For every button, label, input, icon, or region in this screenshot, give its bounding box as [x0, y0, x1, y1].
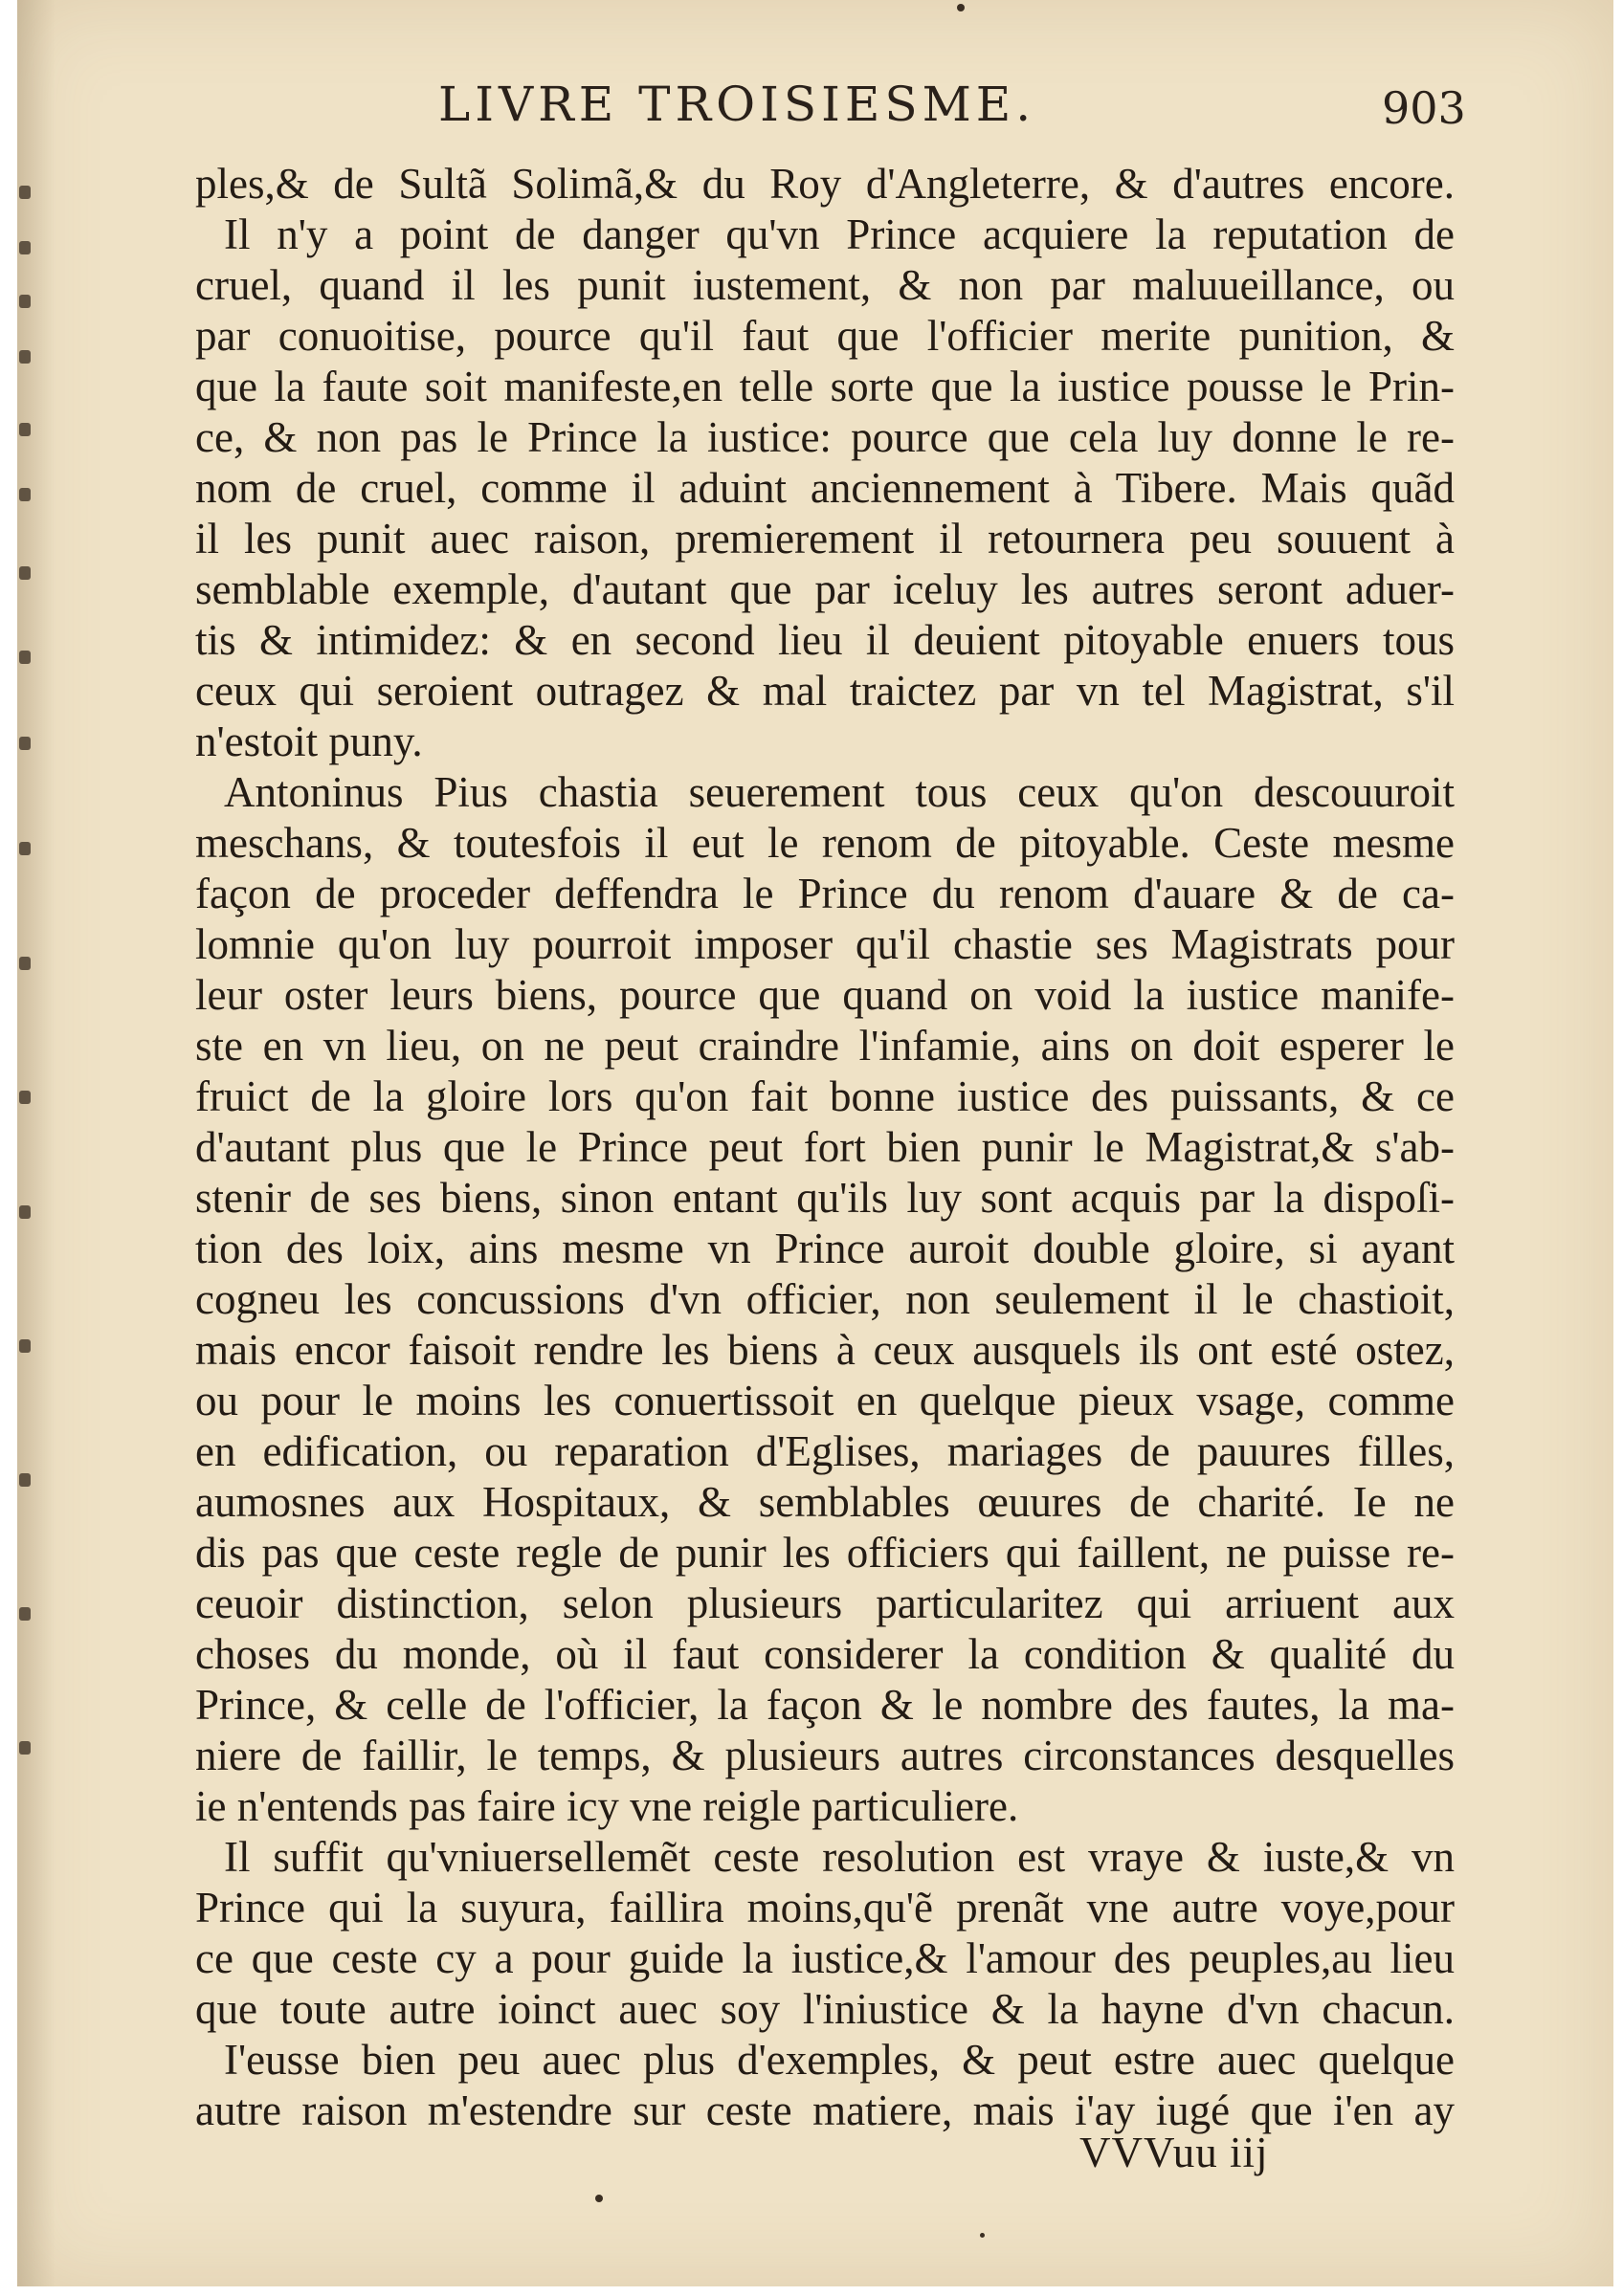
text-line: Prince, & celle de l'officier, la façon & le nombre des fautes, la ma-: [195, 1681, 1455, 1729]
text-line: dis pas que ceste regle de punir les officiers qui faillent, ne puisse re-: [195, 1529, 1455, 1577]
text-line: choses du monde, où il faut considerer la condition & qualité du: [195, 1630, 1455, 1678]
text-line: en edification, ou reparation d'Eglises, mariages de pauures filles,: [195, 1427, 1455, 1475]
text-line: ce que ceste cy a pour guide la iustice,& l'amour des peuples,au lieu: [195, 1934, 1455, 1982]
text-line: ceux qui seroient outragez & mal traictez par vn tel Magistrat, s'il: [195, 667, 1455, 715]
text-line: aumosnes aux Hospitaux, & semblables œuures de charité. Ie ne: [195, 1478, 1455, 1526]
text-line: d'autant plus que le Prince peut fort bien punir le Magistrat,& s'ab-: [195, 1123, 1455, 1171]
ink-speck: [595, 2195, 603, 2202]
text-line: nom de cruel, comme il aduint anciennement à Tibere. Mais quãd: [195, 464, 1455, 512]
ink-speck: [980, 2233, 985, 2238]
text-line: Antoninus Pius chastia seuerement tous ceux qu'on descouuroit: [224, 768, 1455, 816]
text-line: n'estoit puny.: [195, 718, 423, 765]
text-line: Il suffit qu'vniuersellemẽt ceste resolution est vraye & iuste,& vn: [224, 1833, 1455, 1881]
text-line: cruel, quand il les punit iustement, & non par maluueillance, ou: [195, 261, 1455, 309]
text-line: autre raison m'estendre sur ceste matiere, mais i'ay iugé que i'en ay: [195, 2086, 1455, 2134]
text-line: il les punit auec raison, premierement il retournera peu souuent à: [195, 515, 1455, 563]
signature-mark: VVVuu iij: [1079, 2129, 1269, 2176]
running-header: LIVRE TROISIESME.: [438, 77, 1036, 132]
text-line: niere de faillir, le temps, & plusieurs autres circonstances desquelles: [195, 1732, 1455, 1779]
text-line: semblable exemple, d'autant que par iceluy les autres seront aduer-: [195, 565, 1455, 613]
text-line: meschans, & toutesfois il eut le renom de pitoyable. Ceste mesme: [195, 819, 1455, 867]
ink-speck: [957, 4, 965, 11]
text-line: que la faute soit manifeste,en telle sorte que la iustice pousse le Prin-: [195, 363, 1455, 410]
page-edge-marks: [17, 172, 38, 1894]
text-line: par conuoitise, pource qu'il faut que l'officier merite punition, &: [195, 312, 1455, 360]
text-line: fruict de la gloire lors qu'on fait bonne iustice des puissants, & ce: [195, 1072, 1455, 1120]
text-line: I'eusse bien peu auec plus d'exemples, & peut estre auec quelque: [224, 2036, 1455, 2084]
text-line: leur oster leurs biens, pource que quand on void la iustice manife-: [195, 971, 1455, 1019]
text-line: ou pour le moins les conuertissoit en quelque pieux vsage, comme: [195, 1377, 1455, 1424]
text-line: ples,& de Sultã Solimã,& du Roy d'Angleterre, & d'autres encore.: [195, 160, 1455, 208]
text-line: que toute autre ioinct auec soy l'iniustice & la hayne d'vn chacun.: [195, 1985, 1455, 2033]
text-line: tion des loix, ains mesme vn Prince auroit double gloire, si ayant: [195, 1225, 1455, 1272]
text-line: ceuoir distinction, selon plusieurs particularitez qui arriuent aux: [195, 1579, 1455, 1627]
text-line: tis & intimidez: & en second lieu il deuient pitoyable enuers tous: [195, 616, 1455, 664]
text-line: façon de proceder deffendra le Prince du renom d'auare & de ca-: [195, 870, 1455, 917]
text-line: lomnie qu'on luy pourroit imposer qu'il chastie ses Magistrats pour: [195, 920, 1455, 968]
text-line: ce, & non pas le Prince la iustice: pource que cela luy donne le re-: [195, 413, 1455, 461]
text-line: mais encor faisoit rendre les biens à ceux ausquels ils ont esté ostez,: [195, 1326, 1455, 1374]
text-line: Il n'y a point de danger qu'vn Prince acquiere la reputation de: [224, 210, 1455, 258]
text-line: ste en vn lieu, on ne peut craindre l'infamie, ains on doit esperer le: [195, 1022, 1455, 1070]
text-line: stenir de ses biens, sinon entant qu'ils luy sont acquis par la dispoſi-: [195, 1174, 1455, 1222]
text-line: cogneu les concussions d'vn officier, non seulement il le chastioit,: [195, 1275, 1455, 1323]
body-text: [195, 159, 1455, 2136]
text-line: ie n'entends pas faire icy vne reigle particuliere.: [195, 1782, 1019, 1830]
text-line: Prince qui la suyura, faillira moins,qu'ẽ prenãt vne autre voye,pour: [195, 1884, 1455, 1932]
book-page: [17, 0, 1613, 2286]
page-number: 903: [1382, 82, 1466, 134]
